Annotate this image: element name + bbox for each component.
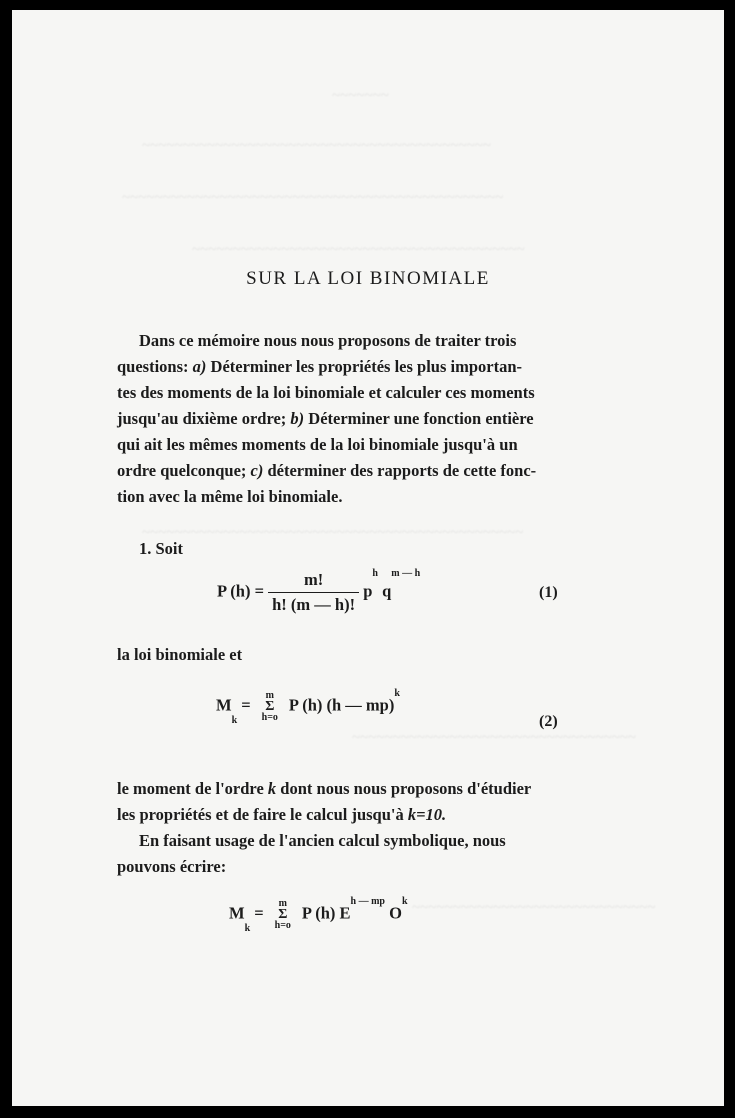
intro-line: ordre quelconque; c) déterminer des rapports de cette fonc- <box>117 461 537 480</box>
eq1-q-exponent: m — h <box>391 568 421 579</box>
k-equals-10: k=10. <box>407 805 447 824</box>
equation-1 <box>217 570 420 615</box>
eq3-lhs-subscript: k <box>244 923 251 934</box>
intro-line: qui ait les mêmes moments de la loi binomiale jusqu'à un <box>117 435 518 454</box>
equation-1-label: (1) <box>539 584 558 601</box>
eq3-body-1: P (h) E <box>301 903 351 923</box>
bleed-through-line: ~~~~~~~~~~~~~~~~~~~~~~~~~~~~~~ <box>412 900 656 916</box>
eq3-exponent-1: h — mp <box>350 896 385 907</box>
section-lead-text: Soit <box>155 539 184 558</box>
eq2-body: P (h) (h — mp) <box>288 695 395 715</box>
document-page <box>12 10 724 1106</box>
eq3-sigma: Σ <box>278 907 288 922</box>
eq2-exponent: k <box>394 688 400 699</box>
eq2-lhs-subscript: k <box>231 715 238 726</box>
bleed-through-line: ~~~~~~~~~~~~~~~~~~~~~~~~~~~~~~~~~~~~~~~~~~~~~~~ <box>122 190 504 206</box>
eq2-lhs: M <box>216 695 232 715</box>
eq2-summation <box>259 690 281 723</box>
bleed-through-line: ~~~~~~~~~~~~~~~~~~~~~~~~~~~~~~~~~~~~~~~~~~~~~~~ <box>142 525 524 541</box>
eq2-sigma: Σ <box>265 699 275 714</box>
eq3-summation <box>272 898 294 931</box>
equation-3 <box>229 896 408 934</box>
eq3-lhs: M <box>229 903 245 923</box>
eq2-equals: = <box>241 695 251 715</box>
eq1-denominator: h! (m — h)! <box>272 595 356 614</box>
eq1-fraction <box>268 570 359 615</box>
eq2-sum-top: m <box>265 690 274 701</box>
after-eq1-text <box>117 642 547 668</box>
section-1-lead <box>117 536 547 562</box>
eq2-sum-bottom: h=o <box>261 712 278 723</box>
bleed-through-line: ~~~~~~~ <box>332 88 389 104</box>
eq1-q: q <box>382 581 392 601</box>
intro-line: questions: a) Déterminer les propriétés les plus importan- <box>117 357 523 376</box>
variable-k: k <box>267 779 277 798</box>
after-eq1-line: la loi binomiale et <box>117 645 243 664</box>
eq3-equals: = <box>254 903 264 923</box>
symbolic-calculus-paragraph <box>117 828 547 880</box>
section-number: 1. <box>139 539 152 558</box>
eq1-lhs: P (h) = <box>217 581 264 601</box>
eq3-exponent-2: k <box>401 896 408 907</box>
bleed-through-line: ~~~~~~~~~~~~~~~~~~~~~~~~~~~~~~~~~~~~~~~~~ <box>192 242 525 258</box>
article-title: SUR LA LOI BINOMIALE <box>246 268 490 289</box>
intro-line: tion avec la même loi binomiale. <box>117 487 343 506</box>
equation-2-label: (2) <box>539 713 558 730</box>
eq3-sum-bottom: h=o <box>274 920 291 931</box>
intro-line: tes des moments de la loi binomiale et calculer ces moments <box>117 383 535 402</box>
intro-paragraph <box>117 328 547 510</box>
bleed-through-line: ~~~~~~~~~~~~~~~~~~~~~~~~~~~~~~~~~~~~~~~~~~~ <box>142 138 491 154</box>
eq3-body-2: O <box>384 903 402 923</box>
eq1-p-exponent: h <box>372 568 378 579</box>
after-eq2-paragraph <box>117 776 547 828</box>
bleed-through-line: ~~~~~~~~~~~~~~~~~~~~~~~~~~~~~~~~~~~ <box>352 730 637 746</box>
after-eq2-line: les propriétés et de faire le calcul jusqu'à k=10. <box>117 805 447 824</box>
para3-line: En faisant usage de l'ancien calcul symbolique, nous <box>139 831 506 850</box>
after-eq2-line: le moment de l'ordre k dont nous nous proposons d'étudier <box>117 779 532 798</box>
para3-line: pouvons écrire: <box>117 857 227 876</box>
eq1-numerator: m! <box>268 570 359 593</box>
intro-line: Dans ce mémoire nous nous proposons de traiter trois <box>139 331 517 350</box>
eq3-sum-top: m <box>278 898 287 909</box>
eq1-p: p <box>363 581 373 601</box>
intro-line: jusqu'au dixième ordre; b) Déterminer une fonction entière <box>117 409 534 428</box>
equation-2 <box>216 688 400 726</box>
